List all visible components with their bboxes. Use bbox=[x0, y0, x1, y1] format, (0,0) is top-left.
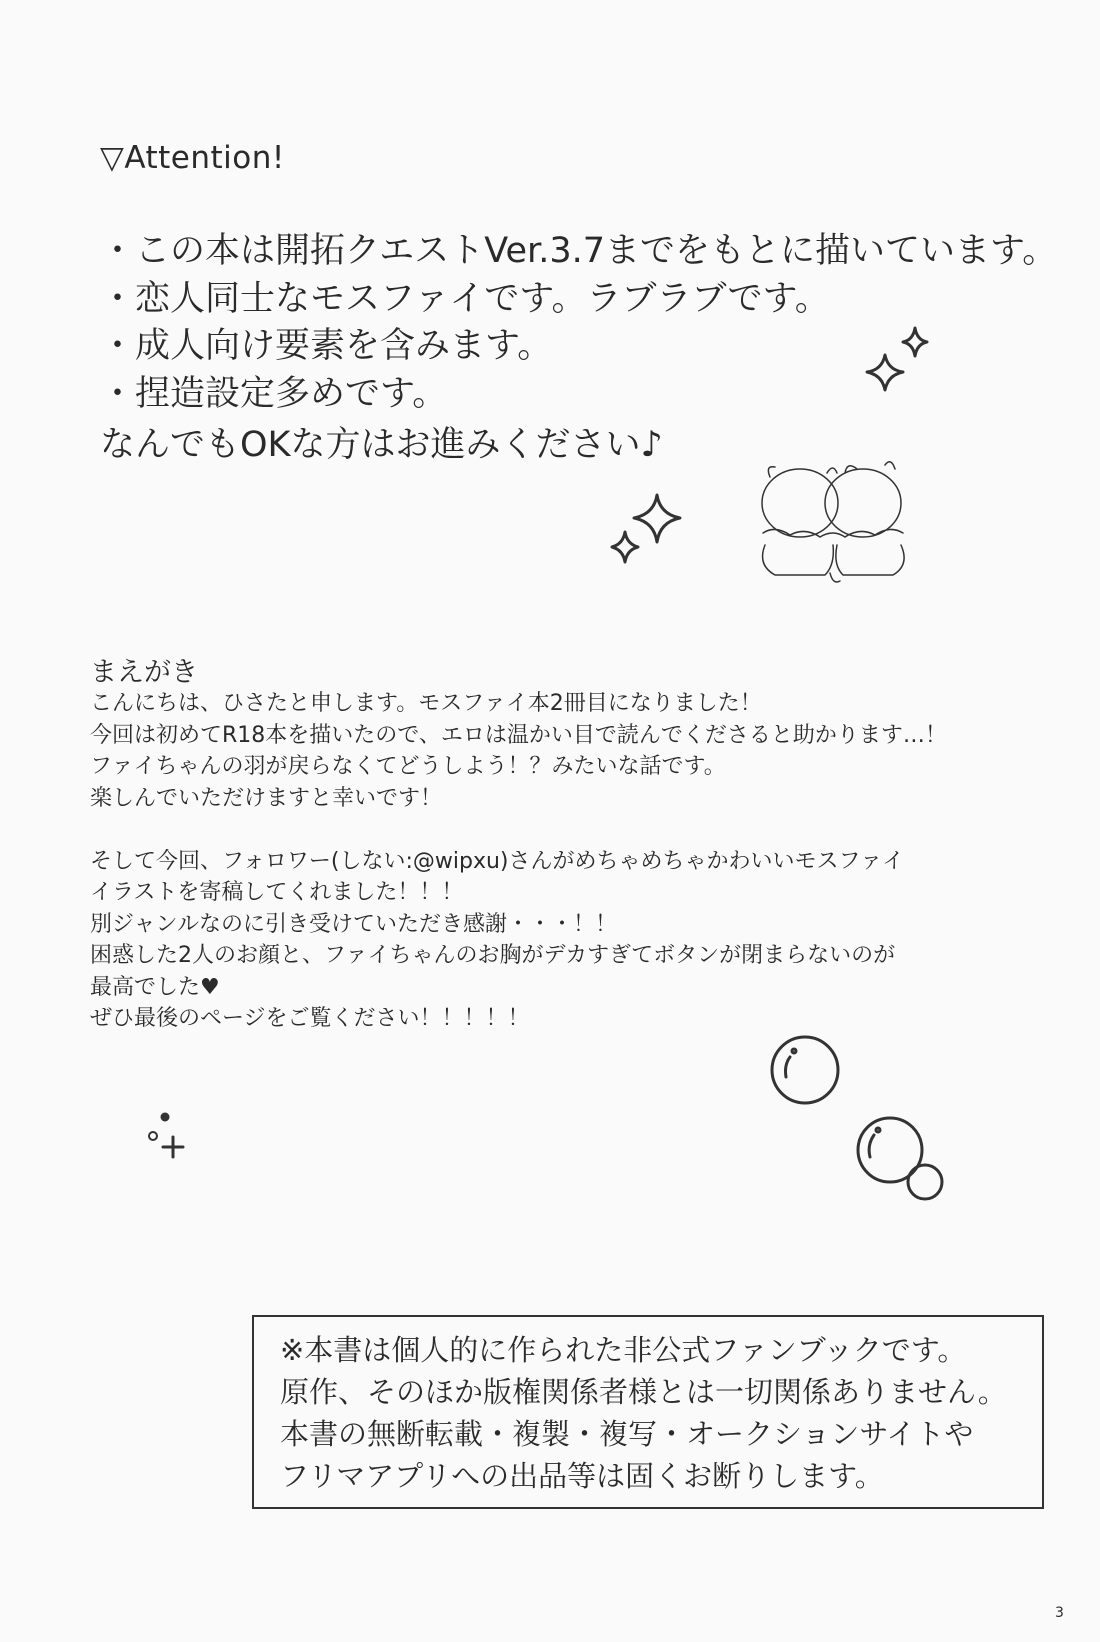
disclaimer-box bbox=[252, 1315, 1044, 1509]
preface-line: 別ジャンルなのに引き受けていただき感謝・・・！！ bbox=[90, 911, 618, 937]
disclaimer-line: 本書の無断転載・複製・複写・オークションサイトや bbox=[280, 1417, 974, 1451]
bubble-icon bbox=[770, 1035, 950, 1205]
disclaimer-line: フリマアプリへの出品等は固くお断りします。 bbox=[280, 1459, 884, 1493]
disclaimer-line: 原作、そのほか版権関係者様とは一切関係ありません。 bbox=[280, 1375, 1007, 1409]
preface-line: ファイちゃんの羽が戻らなくてどうしよう！？みたいな話です。 bbox=[90, 754, 726, 779]
preface-line: こんにちは、ひさたと申します。モスファイ本2冊目になりました！ bbox=[90, 691, 762, 716]
attention-closing: なんでもOKな方はお進みください♪ bbox=[100, 425, 663, 465]
attention-item: ・この本は開拓クエストVer.3.7までをもとに描いています。 bbox=[100, 231, 1058, 271]
disclaimer-line: ※本書は個人的に作られた非公式ファンブックです。 bbox=[280, 1333, 967, 1367]
preface-line: ぜひ最後のページをご覧ください！！！！！ bbox=[90, 1006, 530, 1031]
preface-line: 困惑した2人のお顔と、ファイちゃんのお胸がデカすぎてボタンが閉まらないのが bbox=[90, 943, 896, 968]
attention-item: ・成人向け要素を含みます。 bbox=[100, 326, 553, 366]
preface-line: 今回は初めてR18本を描いたので、エロは温かい目で読んでくださると助かります…！ bbox=[90, 722, 947, 748]
page-number: 3 bbox=[1055, 1605, 1064, 1621]
preface-body bbox=[90, 688, 947, 1035]
preface-heading: まえがき bbox=[90, 657, 198, 688]
attention-heading: ▽Attention! bbox=[100, 140, 285, 176]
preface-line: そして今回、フォロワー(しない:@wipxu)さんがめちゃめちゃかわいいモスファイ bbox=[90, 848, 905, 874]
chibi-characters-illustration bbox=[745, 455, 920, 590]
sparkle-icon bbox=[855, 320, 945, 410]
preface-line bbox=[90, 814, 947, 846]
preface-line: 最高でした♥ bbox=[90, 974, 220, 1000]
preface-line: イラストを寄稿してくれました！！！ bbox=[90, 880, 464, 905]
attention-item: ・捏造設定多めです。 bbox=[100, 373, 448, 414]
preface-line: 楽しんでいただけますと幸いです！ bbox=[90, 785, 443, 811]
plus-icon bbox=[145, 1110, 190, 1165]
sparkle-icon bbox=[605, 490, 695, 580]
attention-item: ・恋人同士なモスファイです。ラブラブです。 bbox=[100, 278, 830, 319]
